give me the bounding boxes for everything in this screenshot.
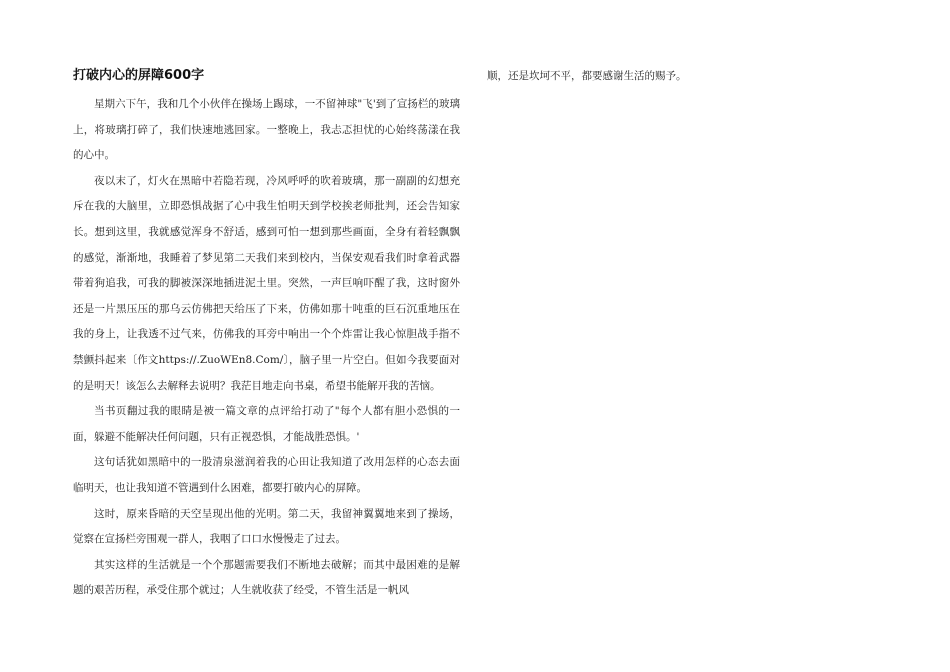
right-column — [487, 66, 874, 84]
paragraph-3: 当书页翻过我的眼睛是被一篇文章的点评给打动了"每个人都有胆小恐惧的一面，躲避不能解决任何问题，只有正视恐惧，才能战胜恐惧。' — [73, 405, 460, 443]
paragraph-6: 其实这样的生活就是一个个那题需要我们不断地去破解；而其中最困难的是解题的艰苦历程，承受住那个就过；人生就收获了经受，不管生活是一帆风 — [73, 558, 460, 597]
paragraph-2: 夜以末了，灯火在黑暗中若隐若现，冷风呼呼的吹着玻璃，那一副副的幻想充斥在我的大脑里，立即恐惧战据了心中我生怕明天到学校挨老师批判，还会告知家长。想到这里，我就感觉浑身不舒适，感到可怕一想到那些画面，全身有着轻飘飘的感觉，渐渐地，我睡着了梦见第二天我们来到校内，当保安观看我们时拿着武器带着狗追我，可我的脚被深深地插进泥土里。突然，一声巨响吓醒了我，这时窗外还是一片黑压压的那乌云仿佛把天给压了下来，仿佛如那十吨重的巨石沉重地压在我的身上，让我透不过气来，仿佛我的耳旁中响出一个个炸雷让我心惊胆战手指不禁颤抖起来〔作文https://.ZuoWEn8.Com/〕，脑子里一片空白。但如今我要面对的是明天！该怎么去解释去说明？我茫目地走向书桌，希望书能解开我的苦恼。 — [73, 174, 460, 392]
paragraph-1: 星期六下午，我和几个小伙伴在操场上踢球，一不留神球"飞'到了宣扬栏的玻璃上，将玻璃打碎了，我们快速地逃回家。一整晚上，我忐忑担忧的心始终荡漾在我的心中。 — [73, 98, 460, 162]
document-title: 打破内心的屏障600字 — [73, 68, 205, 83]
paragraph-continuation: 顺，还是坎坷不平，都要感谢生活的赐予。 — [487, 70, 687, 82]
paragraph-5: 这时，原来昏暗的天空呈现出他的光明。第二天，我留神翼翼地来到了操场，觉察在宣扬栏旁围观一群人，我咽了口口水慢慢走了过去。 — [73, 507, 460, 546]
left-column — [73, 66, 460, 604]
paragraph-4: 这句话犹如黑暗中的一股清泉滋润着我的心田让我知道了改用怎样的心态去面临明天，也让我知道不管遇到什么困难，都要打破内心的屏障。 — [73, 456, 460, 494]
